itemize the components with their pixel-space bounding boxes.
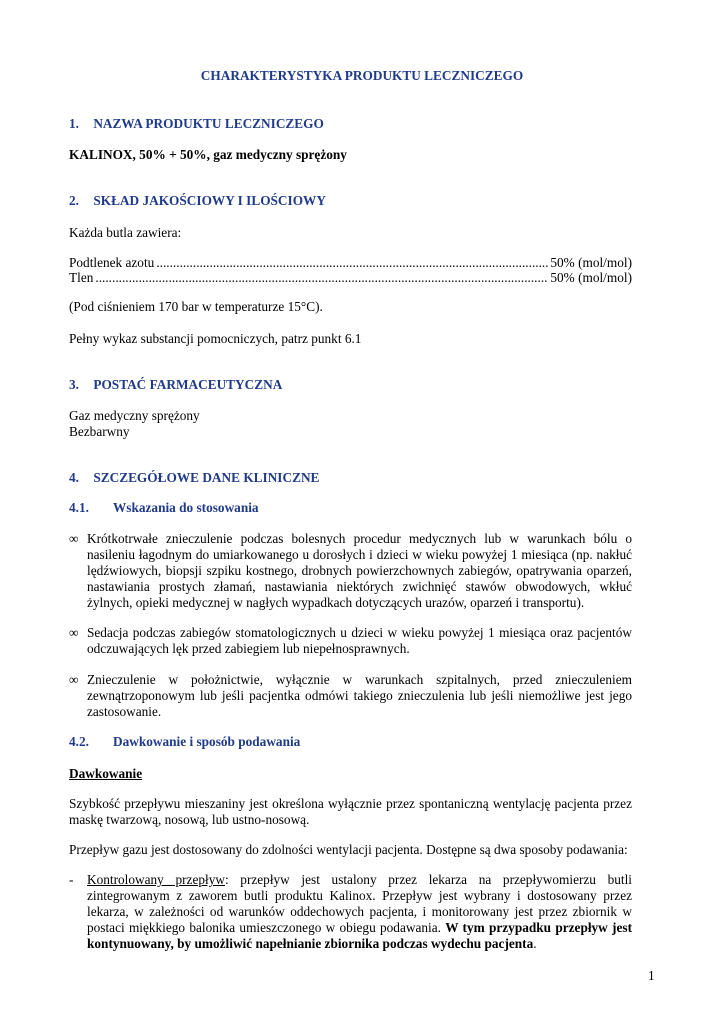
- dash-bullet: -: [69, 872, 74, 887]
- composition-intro: Każda butla zawiera:: [69, 225, 182, 240]
- dosage-paragraph-1: Szybkość przepływu mieszaniny jest określona wyłącznie przez spontaniczną wentylację pacjenta przez maskę twarzową, nosową, lub ustno-nosową.: [69, 796, 632, 827]
- section-1-title: NAZWA PRODUKTU LECZNICZEGO: [93, 116, 324, 131]
- leader-dots: [95, 270, 548, 286]
- indication-text: Sedacja podczas zabiegów stomatologicznych u dzieci w wieku powyżej 1 miesiąca oraz pacjentów odczuwających lęk przed zabiegiem lub niepełnosprawnych.: [87, 625, 632, 656]
- section-4-1-title: Wskazania do stosowania: [113, 500, 259, 515]
- list-item: [69, 872, 632, 952]
- controlled-flow-bold: W tym przypadku przepływ jest kontynuowany, by umożliwić napełnianie zbiornika podczas wydechu pacjenta: [87, 920, 632, 951]
- section-2-title: SKŁAD JAKOŚCIOWY I ILOŚCIOWY: [93, 193, 326, 208]
- section-4-1-number: 4.1.: [69, 500, 89, 515]
- list-item: [69, 625, 632, 657]
- composition-label: Tlen: [69, 270, 94, 285]
- infinity-bullet-icon: ∞: [69, 672, 79, 687]
- section-4-heading: [69, 470, 632, 486]
- section-3-number: 3.: [69, 377, 79, 392]
- list-item: [69, 531, 632, 611]
- section-1-heading: [69, 116, 632, 132]
- section-2-heading: [69, 193, 632, 209]
- form-line-1: Gaz medyczny sprężony: [69, 408, 200, 423]
- controlled-flow-text: [87, 872, 632, 952]
- section-4-2-number: 4.2.: [69, 734, 89, 749]
- form-line-2: Bezbarwny: [69, 424, 130, 439]
- section-4-2-heading: [69, 734, 632, 750]
- section-3-title: POSTAĆ FARMACEUTYCZNA: [93, 377, 283, 392]
- dosage-subheading: Dawkowanie: [69, 766, 143, 781]
- infinity-bullet-icon: ∞: [69, 531, 79, 546]
- document-title: CHARAKTERYSTYKA PRODUKTU LECZNICZEGO: [200, 68, 524, 83]
- composition-row: [69, 270, 632, 286]
- composition-row: [69, 255, 632, 271]
- section-3-heading: [69, 377, 632, 393]
- excipients-note: Pełny wykaz substancji pomocniczych, patrz punkt 6.1: [69, 331, 362, 346]
- section-4-title: SZCZEGÓŁOWE DANE KLINICZNE: [93, 470, 320, 485]
- controlled-flow-body: : przepływ jest ustalony przez lekarza na przepływomierzu butli zintegrowanym z zaworem butli produktu Kalinox. Przepływ jest wybrany i dostosowany przez lekarza, w zależności od warunków oddechowych pacjenta, i monitorowany jest przez zbiornik w postaci miękkiego balonika umieszczonego w obiegu podawania.: [87, 872, 632, 935]
- list-item: [69, 672, 632, 720]
- product-name: KALINOX, 50% + 50%, gaz medyczny sprężony: [69, 147, 347, 162]
- controlled-flow-end: .: [533, 936, 537, 951]
- composition-value: 50% (mol/mol): [550, 270, 632, 285]
- section-4-number: 4.: [69, 470, 79, 485]
- composition-label: Podtlenek azotu: [69, 255, 155, 270]
- leader-dots: [156, 255, 548, 271]
- dosage-paragraph-2: Przepływ gazu jest dostosowany do zdolności wentylacji pacjenta. Dostępne są dwa sposoby podawania:: [69, 842, 628, 857]
- section-1-number: 1.: [69, 116, 79, 131]
- pressure-note: (Pod ciśnieniem 170 bar w temperaturze 15°C).: [69, 299, 323, 314]
- section-4-1-heading: [69, 500, 632, 516]
- indication-text: Krótkotrwałe znieczulenie podczas bolesnych procedur medycznych lub w warunkach bólu o nasileniu łagodnym do umiarkowanego u dorosłych i dzieci w wieku powyżej 1 miesiąca (np. nakłuć lędźwiowych, biopsji szpiku kostnego, drobnych powierzchownych zabiegów, opatrywania oparzeń, nastawiania prostych złamań, nastawiania niektórych zwichnięć stawów obwodowych, wkłuć żylnych, opieki medycznej w nagłych wypadkach dotyczących urazów, oparzeń i transportu).: [87, 531, 632, 610]
- infinity-bullet-icon: ∞: [69, 625, 79, 640]
- page-number: 1: [648, 968, 655, 983]
- section-2-number: 2.: [69, 193, 79, 208]
- controlled-flow-label: Kontrolowany przepływ: [87, 872, 225, 887]
- section-4-2-title: Dawkowanie i sposób podawania: [113, 734, 301, 749]
- indication-text: Znieczulenie w położnictwie, wyłącznie w warunkach szpitalnych, przed znieczuleniem zewnątrzoponowym lub jeśli pacjentka odmówi takiego znieczulenia lub jeśli niemożliwe jest jego zastosowanie.: [87, 672, 632, 719]
- composition-value: 50% (mol/mol): [550, 255, 632, 270]
